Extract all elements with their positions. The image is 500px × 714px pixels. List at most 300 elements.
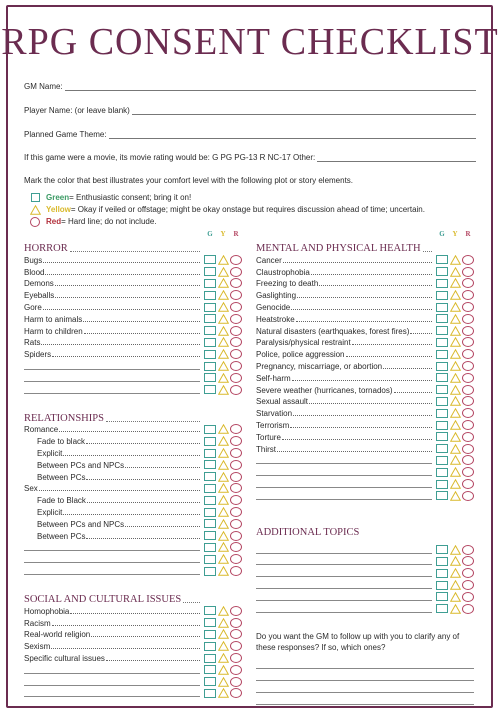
- yellow-checkbox[interactable]: [449, 385, 461, 395]
- consent-marks: [436, 545, 474, 555]
- green-checkbox[interactable]: [436, 444, 448, 453]
- green-checkbox[interactable]: [204, 385, 216, 394]
- red-checkbox[interactable]: [230, 448, 242, 458]
- green-checkbox[interactable]: [436, 385, 448, 394]
- red-checkbox[interactable]: [462, 420, 474, 430]
- blank-entry-line[interactable]: [256, 564, 432, 565]
- yellow-checkbox[interactable]: [449, 455, 461, 465]
- green-checkbox[interactable]: [436, 338, 448, 347]
- right-column: [256, 230, 474, 705]
- yellow-checkbox[interactable]: [217, 290, 229, 300]
- consent-marks: [436, 361, 474, 371]
- green-checkbox[interactable]: [204, 665, 216, 674]
- red-checkbox[interactable]: [462, 314, 474, 324]
- green-checkbox[interactable]: [204, 460, 216, 469]
- social-title: SOCIAL AND CULTURAL ISSUES: [24, 593, 182, 605]
- item-label: Racism: [24, 618, 51, 628]
- list-item: [256, 556, 474, 568]
- red-checkbox[interactable]: [462, 361, 474, 371]
- list-item: [24, 553, 242, 565]
- rating-line[interactable]: [317, 154, 476, 162]
- green-checkbox[interactable]: [436, 409, 448, 418]
- red-checkbox[interactable]: [230, 373, 242, 383]
- blank-entry-line[interactable]: [256, 576, 432, 577]
- red-checkbox[interactable]: [462, 545, 474, 555]
- yellow-checkbox[interactable]: [217, 337, 229, 347]
- list-item: [24, 640, 242, 652]
- yellow-triangle-icon: [450, 491, 461, 501]
- consent-marks: [204, 507, 242, 517]
- yellow-checkbox[interactable]: [449, 302, 461, 312]
- red-checkbox[interactable]: [230, 495, 242, 505]
- red-checkbox[interactable]: [462, 444, 474, 454]
- yellow-triangle-icon: [218, 361, 229, 371]
- item-label: Rats: [24, 338, 41, 348]
- red-checkbox[interactable]: [462, 267, 474, 277]
- red-checkbox[interactable]: [230, 278, 242, 288]
- yellow-checkbox[interactable]: [449, 290, 461, 300]
- yellow-triangle-icon: [450, 545, 461, 555]
- red-circle-icon: [462, 420, 474, 430]
- red-checkbox[interactable]: [462, 408, 474, 418]
- list-item: [24, 471, 242, 483]
- player-name-field[interactable]: [24, 104, 476, 115]
- yellow-triangle-icon: [218, 302, 229, 312]
- green-checkbox[interactable]: [204, 362, 216, 371]
- list-item: [256, 591, 474, 603]
- red-circle-icon: [230, 373, 242, 383]
- yellow-checkbox[interactable]: [217, 472, 229, 482]
- list-item: [256, 466, 474, 478]
- red-circle-icon: [230, 641, 242, 651]
- list-item: [256, 372, 474, 384]
- red-checkbox[interactable]: [230, 255, 242, 265]
- item-label: Police, police aggression: [256, 350, 345, 360]
- red-checkbox[interactable]: [230, 542, 242, 552]
- red-checkbox[interactable]: [230, 665, 242, 675]
- green-checkbox[interactable]: [204, 472, 216, 481]
- green-checkbox[interactable]: [204, 630, 216, 639]
- yellow-checkbox[interactable]: [217, 688, 229, 698]
- consent-marks: [204, 542, 242, 552]
- red-circle-icon: [230, 448, 242, 458]
- consent-marks: [204, 629, 242, 639]
- red-checkbox[interactable]: [462, 467, 474, 477]
- red-circle-icon: [462, 255, 474, 265]
- green-checkbox[interactable]: [204, 543, 216, 552]
- green-square-icon: [436, 444, 448, 453]
- red-circle-icon: [462, 302, 474, 312]
- yellow-checkbox[interactable]: [217, 531, 229, 541]
- green-checkbox[interactable]: [204, 567, 216, 576]
- yellow-checkbox[interactable]: [449, 337, 461, 347]
- red-circle-icon: [230, 507, 242, 517]
- legend-red: [28, 216, 157, 227]
- consent-marks: [436, 255, 474, 265]
- item-label: Torture: [256, 432, 281, 442]
- yellow-checkbox[interactable]: [449, 491, 461, 501]
- red-circle-icon: [230, 618, 242, 628]
- green-checkbox[interactable]: [204, 449, 216, 458]
- consent-marks: [436, 455, 474, 465]
- consent-marks: [204, 326, 242, 336]
- green-checkbox[interactable]: [436, 456, 448, 465]
- green-checkbox[interactable]: [204, 618, 216, 627]
- green-checkbox[interactable]: [204, 255, 216, 264]
- green-checkbox[interactable]: [204, 425, 216, 434]
- list-item: [256, 289, 474, 301]
- green-checkbox[interactable]: [204, 508, 216, 517]
- red-checkbox[interactable]: [230, 302, 242, 312]
- yellow-checkbox[interactable]: [449, 420, 461, 430]
- red-circle-icon: [462, 349, 474, 359]
- yellow-checkbox[interactable]: [217, 665, 229, 675]
- red-checkbox[interactable]: [462, 556, 474, 566]
- red-checkbox[interactable]: [230, 677, 242, 687]
- red-checkbox[interactable]: [230, 472, 242, 482]
- blank-entry-line[interactable]: [24, 381, 200, 382]
- green-checkbox[interactable]: [204, 677, 216, 686]
- red-checkbox[interactable]: [230, 314, 242, 324]
- item-label: Specific cultural issues: [24, 654, 105, 663]
- followup-answer-line[interactable]: [256, 681, 474, 693]
- legend-yellow-text: = Okay if veiled or offstage; might be okay onstage but requires discussion ahead of time; uncertain.: [70, 205, 425, 214]
- consent-marks: [204, 495, 242, 505]
- list-item: [256, 431, 474, 443]
- green-square-icon: [204, 279, 216, 288]
- red-checkbox[interactable]: [230, 349, 242, 359]
- green-checkbox[interactable]: [436, 326, 448, 335]
- blank-entry-line[interactable]: [24, 673, 200, 674]
- yellow-triangle-icon: [450, 432, 461, 442]
- yellow-checkbox[interactable]: [449, 580, 461, 590]
- green-checkbox[interactable]: [436, 350, 448, 359]
- green-checkbox[interactable]: [436, 303, 448, 312]
- blank-entry-line[interactable]: [24, 562, 200, 563]
- green-checkbox[interactable]: [204, 291, 216, 300]
- red-checkbox[interactable]: [462, 255, 474, 265]
- yellow-checkbox[interactable]: [449, 349, 461, 359]
- blank-entry-line[interactable]: [256, 499, 432, 500]
- yellow-checkbox[interactable]: [217, 566, 229, 576]
- green-checkbox[interactable]: [436, 557, 448, 566]
- yellow-checkbox[interactable]: [449, 278, 461, 288]
- blank-entry-line[interactable]: [256, 588, 432, 589]
- yellow-triangle-icon: [450, 349, 461, 359]
- red-checkbox[interactable]: [230, 483, 242, 493]
- consent-marks: [204, 349, 242, 359]
- red-checkbox[interactable]: [230, 554, 242, 564]
- green-checkbox[interactable]: [436, 491, 448, 500]
- consent-marks: [204, 448, 242, 458]
- list-item: [24, 348, 242, 360]
- gm-name-line[interactable]: [65, 83, 476, 91]
- yellow-checkbox[interactable]: [449, 444, 461, 454]
- green-square-icon: [204, 508, 216, 517]
- green-checkbox[interactable]: [436, 569, 448, 578]
- yellow-checkbox[interactable]: [449, 479, 461, 489]
- yellow-checkbox[interactable]: [449, 396, 461, 406]
- red-checkbox[interactable]: [230, 326, 242, 336]
- yellow-checkbox[interactable]: [217, 653, 229, 663]
- yellow-checkbox[interactable]: [449, 545, 461, 555]
- green-checkbox[interactable]: [204, 642, 216, 651]
- red-checkbox[interactable]: [462, 568, 474, 578]
- yellow-checkbox[interactable]: [217, 267, 229, 277]
- yellow-triangle-icon: [218, 436, 229, 446]
- yellow-checkbox[interactable]: [217, 326, 229, 336]
- blank-entry-line[interactable]: [24, 393, 200, 394]
- followup-answer-line[interactable]: [256, 693, 474, 705]
- consent-marks: [204, 373, 242, 383]
- green-checkbox[interactable]: [436, 362, 448, 371]
- yellow-checkbox[interactable]: [217, 507, 229, 517]
- yellow-checkbox[interactable]: [217, 385, 229, 395]
- green-checkbox[interactable]: [436, 279, 448, 288]
- green-checkbox[interactable]: [204, 350, 216, 359]
- yellow-checkbox[interactable]: [217, 606, 229, 616]
- yellow-checkbox[interactable]: [217, 641, 229, 651]
- green-checkbox[interactable]: [204, 654, 216, 663]
- red-checkbox[interactable]: [462, 580, 474, 590]
- blank-entry-line[interactable]: [256, 612, 432, 613]
- list-item: [24, 518, 242, 530]
- red-checkbox[interactable]: [230, 566, 242, 576]
- rating-field[interactable]: [24, 151, 476, 162]
- green-checkbox[interactable]: [204, 484, 216, 493]
- green-checkbox[interactable]: [436, 421, 448, 430]
- red-checkbox[interactable]: [462, 337, 474, 347]
- red-checkbox[interactable]: [462, 604, 474, 614]
- yellow-triangle-icon: [218, 519, 229, 529]
- green-checkbox[interactable]: [204, 279, 216, 288]
- blank-entry-line[interactable]: [24, 369, 200, 370]
- list-item: [24, 360, 242, 372]
- red-checkbox[interactable]: [230, 641, 242, 651]
- gyr-header: [204, 230, 242, 238]
- yellow-checkbox[interactable]: [217, 542, 229, 552]
- red-checkbox[interactable]: [462, 479, 474, 489]
- red-checkbox[interactable]: [230, 653, 242, 663]
- green-checkbox[interactable]: [204, 338, 216, 347]
- red-circle-icon: [230, 653, 242, 663]
- green-checkbox[interactable]: [436, 267, 448, 276]
- yellow-triangle-icon: [450, 467, 461, 477]
- consent-marks: [204, 554, 242, 564]
- yellow-checkbox[interactable]: [217, 349, 229, 359]
- player-name-line[interactable]: [132, 107, 476, 115]
- blank-entry-line[interactable]: [256, 475, 432, 476]
- consent-marks: [436, 278, 474, 288]
- red-circle-icon: [230, 337, 242, 347]
- yellow-checkbox[interactable]: [217, 483, 229, 493]
- yellow-checkbox[interactable]: [449, 267, 461, 277]
- green-checkbox[interactable]: [204, 314, 216, 323]
- consent-marks: [204, 385, 242, 395]
- red-checkbox[interactable]: [230, 531, 242, 541]
- green-checkbox[interactable]: [436, 373, 448, 382]
- red-checkbox[interactable]: [462, 396, 474, 406]
- red-checkbox[interactable]: [462, 373, 474, 383]
- green-checkbox[interactable]: [204, 519, 216, 528]
- green-checkbox[interactable]: [204, 496, 216, 505]
- consent-marks: [436, 444, 474, 454]
- blank-entry-line[interactable]: [24, 696, 200, 697]
- followup-answer-line[interactable]: [256, 669, 474, 681]
- yellow-triangle-icon: [450, 604, 461, 614]
- yellow-checkbox[interactable]: [217, 361, 229, 371]
- red-checkbox[interactable]: [230, 267, 242, 277]
- red-checkbox[interactable]: [230, 361, 242, 371]
- yellow-triangle-icon: [218, 495, 229, 505]
- legend-yellow: [28, 204, 425, 215]
- yellow-checkbox[interactable]: [217, 460, 229, 470]
- red-checkbox[interactable]: [230, 519, 242, 529]
- green-square-icon: [204, 689, 216, 698]
- yellow-triangle-icon: [450, 337, 461, 347]
- red-checkbox[interactable]: [230, 290, 242, 300]
- green-checkbox[interactable]: [204, 373, 216, 382]
- green-checkbox[interactable]: [204, 303, 216, 312]
- red-checkbox[interactable]: [462, 385, 474, 395]
- green-square-icon: [204, 531, 216, 540]
- red-checkbox[interactable]: [230, 424, 242, 434]
- blank-entry-line[interactable]: [256, 487, 432, 488]
- green-checkbox[interactable]: [436, 545, 448, 554]
- yellow-checkbox[interactable]: [449, 361, 461, 371]
- green-checkbox[interactable]: [204, 606, 216, 615]
- yellow-checkbox[interactable]: [449, 314, 461, 324]
- game-theme-field[interactable]: [24, 128, 476, 139]
- yellow-checkbox[interactable]: [449, 592, 461, 602]
- red-circle-icon: [462, 568, 474, 578]
- red-checkbox[interactable]: [230, 606, 242, 616]
- red-checkbox[interactable]: [230, 460, 242, 470]
- yellow-checkbox[interactable]: [217, 424, 229, 434]
- green-square-icon: [436, 338, 448, 347]
- yellow-checkbox[interactable]: [217, 519, 229, 529]
- red-checkbox[interactable]: [462, 455, 474, 465]
- yellow-checkbox[interactable]: [217, 495, 229, 505]
- yellow-checkbox[interactable]: [217, 302, 229, 312]
- item-label: Homophobia: [24, 606, 70, 616]
- followup-answer-line[interactable]: [256, 657, 474, 669]
- green-checkbox[interactable]: [436, 480, 448, 489]
- red-checkbox[interactable]: [230, 629, 242, 639]
- blank-entry-line[interactable]: [24, 685, 200, 686]
- blank-entry-line[interactable]: [256, 463, 432, 464]
- red-checkbox[interactable]: [230, 618, 242, 628]
- yellow-checkbox[interactable]: [449, 408, 461, 418]
- red-checkbox[interactable]: [230, 337, 242, 347]
- yellow-checkbox[interactable]: [449, 604, 461, 614]
- green-checkbox[interactable]: [436, 314, 448, 323]
- green-checkbox[interactable]: [204, 689, 216, 698]
- yellow-checkbox[interactable]: [449, 556, 461, 566]
- green-checkbox[interactable]: [204, 437, 216, 446]
- red-checkbox[interactable]: [462, 592, 474, 602]
- mental-list: [256, 254, 474, 502]
- red-checkbox[interactable]: [462, 278, 474, 288]
- green-square-icon: [204, 350, 216, 359]
- yellow-checkbox[interactable]: [449, 373, 461, 383]
- green-square-icon: [204, 630, 216, 639]
- consent-marks: [204, 653, 242, 663]
- yellow-checkbox[interactable]: [217, 448, 229, 458]
- green-checkbox[interactable]: [204, 531, 216, 540]
- yellow-checkbox[interactable]: [449, 568, 461, 578]
- yellow-checkbox[interactable]: [217, 629, 229, 639]
- red-checkbox[interactable]: [462, 349, 474, 359]
- yellow-checkbox[interactable]: [217, 255, 229, 265]
- green-square-icon: [436, 480, 448, 489]
- yellow-triangle-icon: [450, 255, 461, 265]
- green-checkbox[interactable]: [436, 592, 448, 601]
- red-checkbox[interactable]: [230, 507, 242, 517]
- red-checkbox[interactable]: [462, 491, 474, 501]
- red-checkbox[interactable]: [462, 302, 474, 312]
- yellow-checkbox[interactable]: [217, 373, 229, 383]
- yellow-checkbox[interactable]: [217, 677, 229, 687]
- green-square-icon: [204, 373, 216, 382]
- list-item: [24, 494, 242, 506]
- red-circle-icon: [462, 373, 474, 383]
- yellow-checkbox[interactable]: [449, 255, 461, 265]
- yellow-triangle-icon: [218, 483, 229, 493]
- yellow-triangle-icon: [218, 448, 229, 458]
- red-checkbox[interactable]: [230, 436, 242, 446]
- yellow-checkbox[interactable]: [449, 326, 461, 336]
- green-checkbox[interactable]: [436, 468, 448, 477]
- green-checkbox[interactable]: [204, 555, 216, 564]
- list-item: [24, 652, 242, 664]
- red-checkbox[interactable]: [462, 432, 474, 442]
- green-checkbox[interactable]: [436, 291, 448, 300]
- red-checkbox[interactable]: [230, 688, 242, 698]
- green-checkbox[interactable]: [204, 326, 216, 335]
- green-checkbox[interactable]: [436, 397, 448, 406]
- green-checkbox[interactable]: [436, 604, 448, 613]
- red-checkbox[interactable]: [462, 326, 474, 336]
- yellow-checkbox[interactable]: [449, 432, 461, 442]
- list-item: [24, 289, 242, 301]
- yellow-checkbox[interactable]: [217, 436, 229, 446]
- yellow-triangle-icon: [450, 455, 461, 465]
- gm-name-field[interactable]: [24, 80, 476, 91]
- red-circle-icon: [230, 460, 242, 470]
- red-checkbox[interactable]: [230, 385, 242, 395]
- blank-entry-line[interactable]: [256, 600, 432, 601]
- blank-entry-line[interactable]: [24, 574, 200, 575]
- green-checkbox[interactable]: [436, 255, 448, 264]
- consent-marks: [204, 519, 242, 529]
- blank-entry-line[interactable]: [256, 553, 432, 554]
- list-item: [256, 490, 474, 502]
- yellow-checkbox[interactable]: [217, 314, 229, 324]
- item-label: Paralysis/physical restraint: [256, 338, 351, 348]
- yellow-checkbox[interactable]: [217, 554, 229, 564]
- blank-entry-line[interactable]: [24, 550, 200, 551]
- yellow-checkbox[interactable]: [217, 618, 229, 628]
- yellow-checkbox[interactable]: [217, 278, 229, 288]
- yellow-checkbox[interactable]: [449, 467, 461, 477]
- red-checkbox[interactable]: [462, 290, 474, 300]
- item-label: Explicit: [37, 449, 63, 459]
- green-checkbox[interactable]: [436, 432, 448, 441]
- game-theme-line[interactable]: [109, 131, 476, 139]
- green-checkbox[interactable]: [436, 581, 448, 590]
- green-checkbox[interactable]: [204, 267, 216, 276]
